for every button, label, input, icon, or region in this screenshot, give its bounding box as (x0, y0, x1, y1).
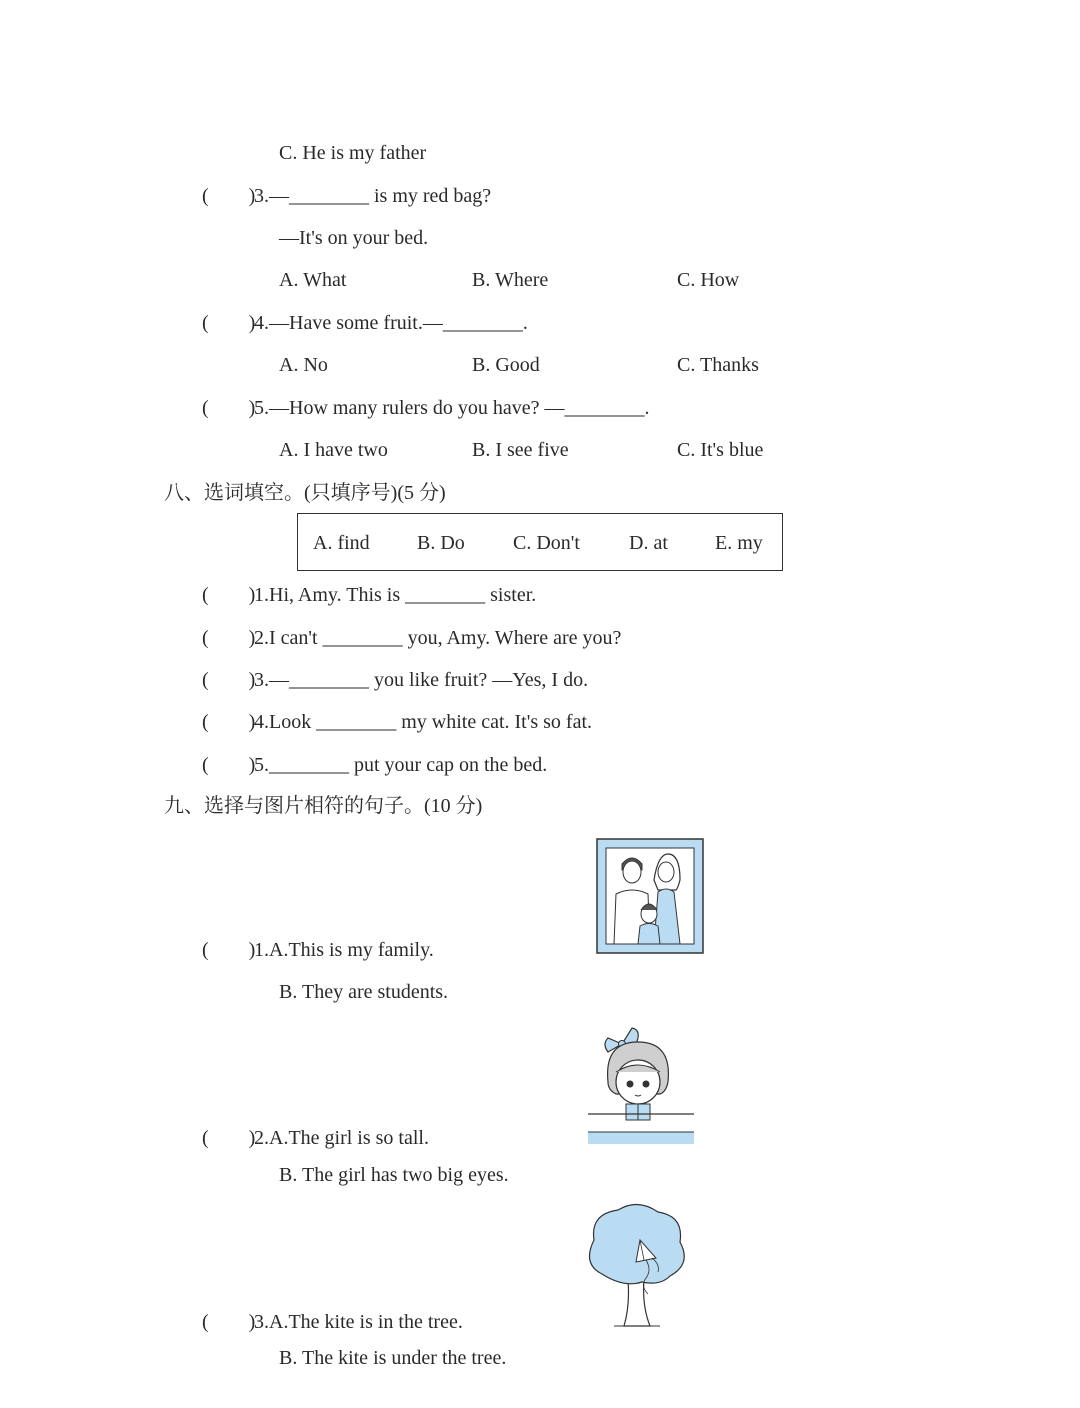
family-portrait-picture (596, 838, 704, 954)
answer-paren[interactable]: ( ) (202, 185, 256, 207)
word-option: C. Don't (513, 532, 580, 554)
option-c: C. How (677, 269, 740, 291)
choice-a: 2.A.The girl is so tall. (254, 1127, 429, 1149)
word-bank-box (297, 513, 783, 571)
question-reply: —It's on your bed. (279, 227, 429, 249)
fill-sentence: 5.________ put your cap on the bed. (254, 754, 548, 776)
section-heading: 九、选择与图片相符的句子。(10 分) (164, 795, 483, 817)
question-text: 5.—How many rulers do you have? —________. (254, 397, 650, 419)
answer-paren[interactable]: ( ) (202, 711, 256, 733)
answer-paren[interactable]: ( ) (202, 397, 256, 419)
option-b: B. I see five (472, 439, 569, 461)
choice-a: 1.A.This is my family. (254, 939, 434, 961)
kite-in-tree-picture (584, 1202, 688, 1330)
answer-paren[interactable]: ( ) (202, 584, 256, 606)
question-text: 4.—Have some fruit.—________. (254, 312, 528, 334)
answer-paren[interactable]: ( ) (202, 939, 256, 961)
choice-b: B. The kite is under the tree. (279, 1347, 507, 1369)
word-option: B. Do (417, 532, 465, 554)
option-c: C. It's blue (677, 439, 764, 461)
option-b: B. Where (472, 269, 549, 291)
answer-paren[interactable]: ( ) (202, 1311, 256, 1333)
option-a: A. No (279, 354, 328, 376)
section-heading: 八、选词填空。(只填序号)(5 分) (164, 482, 446, 504)
fill-sentence: 3.—________ you like fruit? —Yes, I do. (254, 669, 589, 691)
answer-paren[interactable]: ( ) (202, 1127, 256, 1149)
answer-paren[interactable]: ( ) (202, 627, 256, 649)
option-b: B. Good (472, 354, 540, 376)
word-option: A. find (313, 532, 370, 554)
choice-b: B. The girl has two big eyes. (279, 1164, 509, 1186)
answer-paren[interactable]: ( ) (202, 669, 256, 691)
option-c: C. Thanks (677, 354, 759, 376)
option-a: A. I have two (279, 439, 388, 461)
option-a: A. What (279, 269, 347, 291)
choice-b: B. They are students. (279, 981, 449, 1003)
girl-with-bow-picture (586, 1024, 696, 1146)
choice-a: 3.A.The kite is in the tree. (254, 1311, 463, 1333)
word-option: E. my (715, 532, 763, 554)
question-text: 3.—________ is my red bag? (254, 185, 492, 207)
fill-sentence: 2.I can't ________ you, Amy. Where are you? (254, 627, 622, 649)
q2-option-c: C. He is my father (279, 142, 427, 164)
answer-paren[interactable]: ( ) (202, 312, 256, 334)
word-option: D. at (629, 532, 668, 554)
fill-sentence: 1.Hi, Amy. This is ________ sister. (254, 584, 537, 606)
fill-sentence: 4.Look ________ my white cat. It's so fat. (254, 711, 592, 733)
answer-paren[interactable]: ( ) (202, 754, 256, 776)
